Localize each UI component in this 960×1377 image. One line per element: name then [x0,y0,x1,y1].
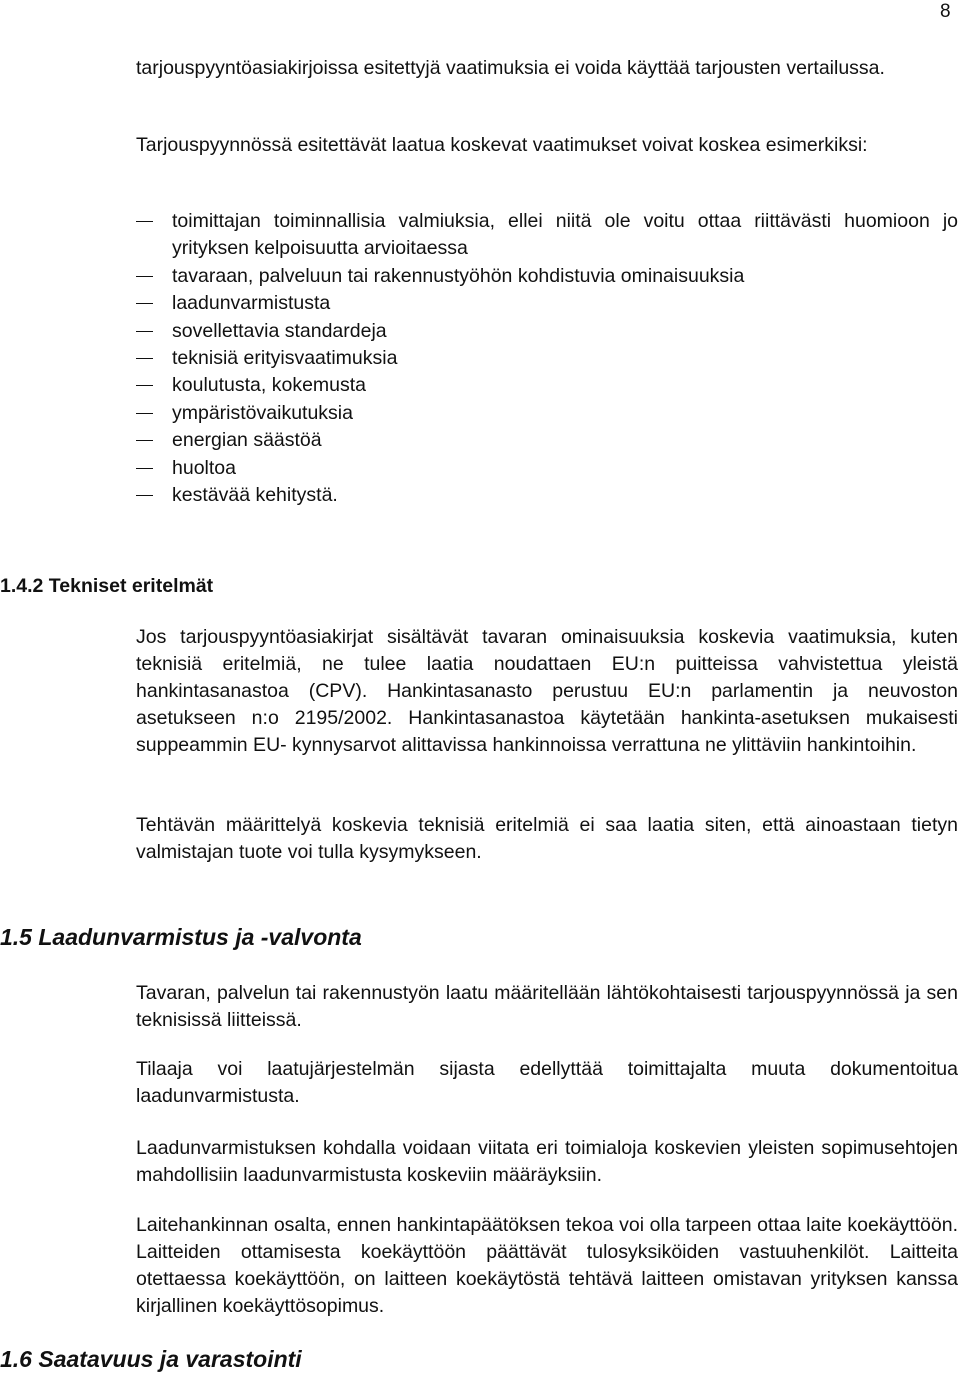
paragraph-device-trial: Laitehankinnan osalta, ennen hankintapäätöksen tekoa voi olla tarpeen ottaa laite koekäyttöön. Laitteiden ottamisesta koekäyttöön päättävät tulosyksiköiden vastuuhenkilöt. Laitteita otettaessa koekäyttöön, on laitteen koekäytöstä tehtävä laitteen omistavan yrityksen kanssa kirjallinen koekäyttösopimus. [136,1214,958,1317]
dash-bullet-icon [136,276,153,277]
paragraph-quality-definition: Tavaran, palvelun tai rakennustyön laatu määritellään lähtökohtaisesti tarjouspyynnössä ja sen teknisissä liitteissä. [136,982,958,1031]
list-item: koulutusta, kokemusta [136,372,958,399]
section-heading-1-5: 1.5 Laadunvarmistus ja -valvonta [0,924,362,950]
dash-bullet-icon [136,358,153,359]
list-item: toimittajan toiminnallisia valmiuksia, ellei niitä ole voitu ottaa riittävästi huomioon jo yrityksen kelpoisuutta arvioitaessa [136,208,958,263]
list-item: tavaraan, palveluun tai rakennustyöhön kohdistuvia ominaisuuksia [136,263,958,290]
requirements-list [136,208,958,509]
dash-bullet-icon [136,221,153,222]
list-item: laadunvarmistusta [136,290,958,317]
section-heading-1-6: 1.6 Saatavuus ja varastointi [0,1346,302,1372]
list-item: ympäristövaikutuksia [136,400,958,427]
list-item: energian säästöä [136,427,958,454]
paragraph-quality-assurance: Laadunvarmistuksen kohdalla voidaan viitata eri toimialoja koskevien yleisten sopimusehtojen mahdollisiin laadunvarmistusta koskeviin määräyksiin. [136,1137,958,1186]
dash-bullet-icon [136,331,153,332]
section-heading-1-4-2: 1.4.2 Tekniset eritelmät [0,575,214,597]
list-intro: Tarjouspyynnössä esitettävät laatua koskevat vaatimukset voivat koskea esimerkiksi: [136,134,868,156]
dash-bullet-icon [136,468,153,469]
dash-bullet-icon [136,413,153,414]
list-item: huoltoa [136,455,958,482]
dash-bullet-icon [136,303,153,304]
list-item: sovellettavia standardeja [136,318,958,345]
dash-bullet-icon [136,495,153,496]
page-number: 8 [940,1,951,22]
paragraph-technical-specs: Jos tarjouspyyntöasiakirjat sisältävät tavaran ominaisuuksia koskevia vaatimuksia, kuten teknisiä eritelmiä, ne tulee laatia noudattaen EU:n puitteissa vahvistettua yleistä hankintasanastoa (CPV). Hankintasanasto perustuu EU:n parlamentin ja neuvoston asetukseen n:o 2195/2002. Hankintasanastoa käytetään hankinta-asetuksen mukaisesti suppeammin EU- kynnysarvot alittavissa hankinnoissa verrattuna ne ylittäviin hankintoihin. [136,626,958,756]
paragraph-quality-system: Tilaaja voi laatujärjestelmän sijasta edellyttää toimittajalta muuta dokumentoitua laadunvarmistusta. [136,1058,958,1107]
intro-paragraph: tarjouspyyntöasiakirjoissa esitettyjä vaatimuksia ei voida käyttää tarjousten vertailussa. [136,57,885,79]
list-item: kestävää kehitystä. [136,482,958,509]
list-item: teknisiä erityisvaatimuksia [136,345,958,372]
dash-bullet-icon [136,385,153,386]
paragraph-task-definition: Tehtävän määrittelyä koskevia teknisiä eritelmiä ei saa laatia siten, että ainoastaan tietyn valmistajan tuote voi tulla kysymykseen. [136,814,958,863]
dash-bullet-icon [136,440,153,441]
